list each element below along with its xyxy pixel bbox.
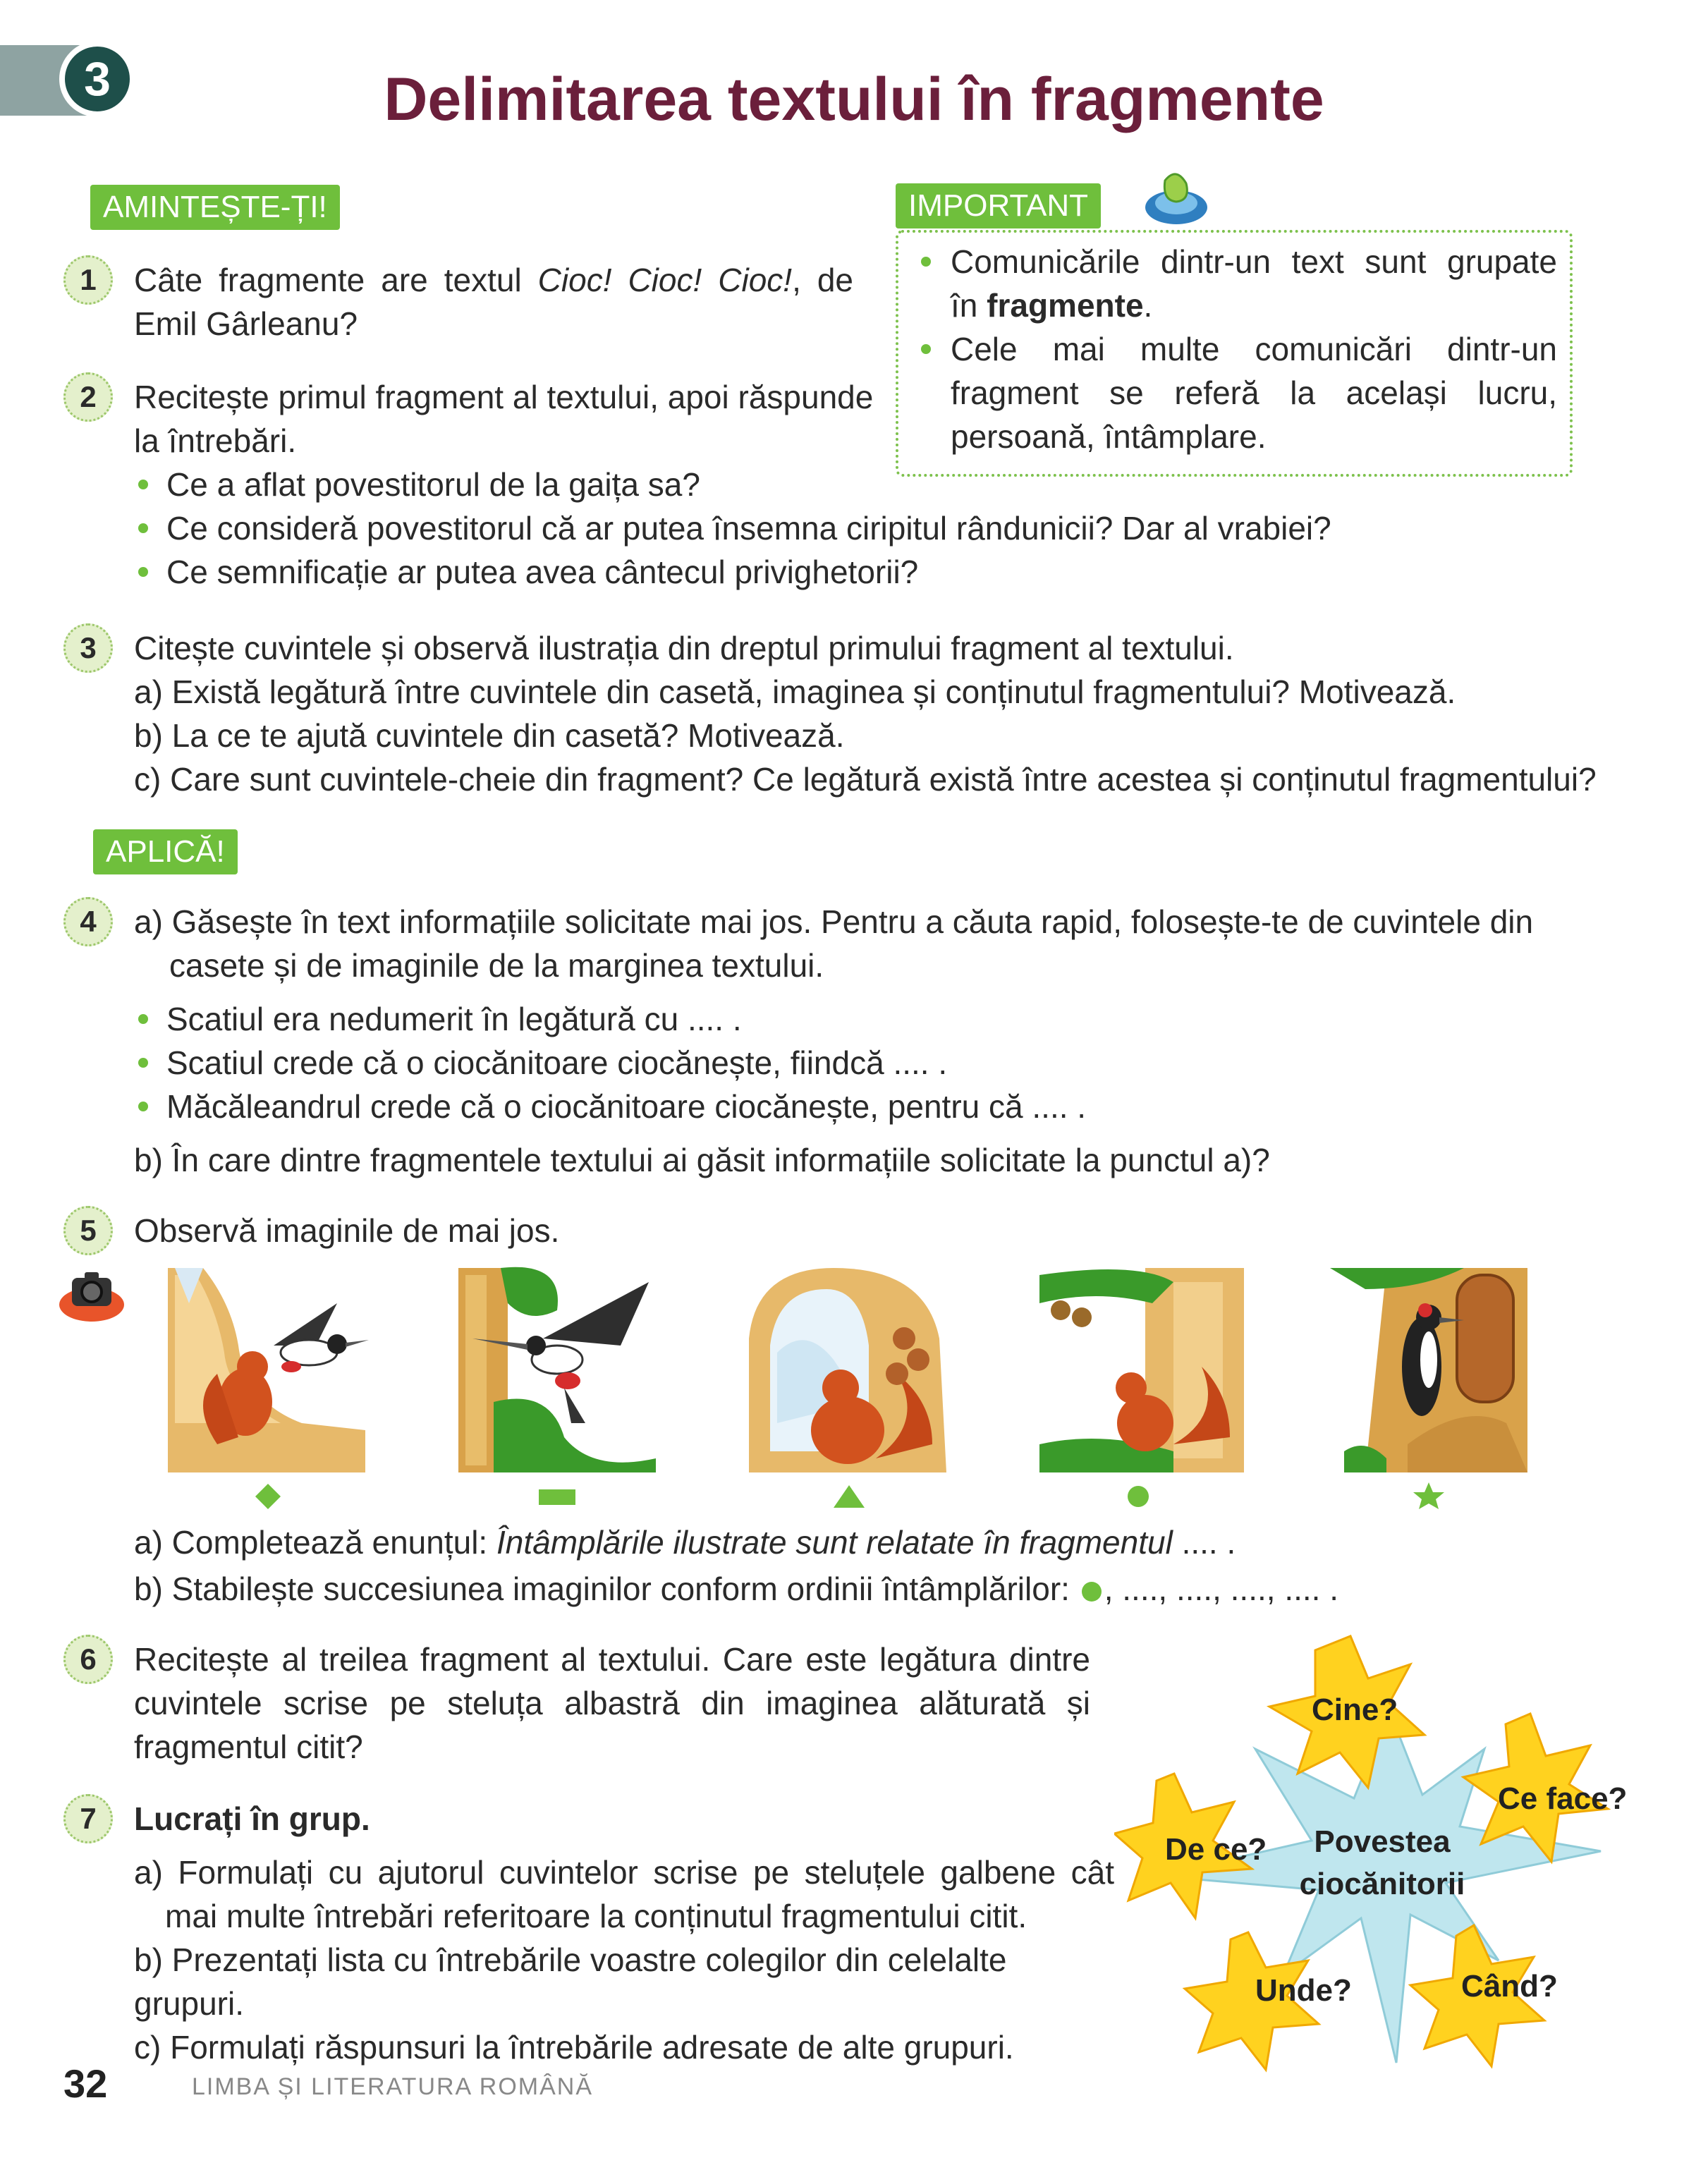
question-1-title: Cioc! Cioc! Cioc! (537, 262, 793, 298)
star-label-unde: Unde? (1255, 1973, 1352, 2008)
bullet (138, 567, 148, 577)
question-5-line-1: Observă imaginile de mai jos. (134, 1212, 560, 1249)
important-line-2-pre: în (951, 287, 987, 324)
question-number-7: 7 (63, 1794, 113, 1843)
illustration-woodpecker-door (1323, 1261, 1535, 1472)
question-5-b-pre: b) Stabilește succesiunea imaginilor conform ordinii întâmplărilor: (134, 1571, 1079, 1607)
question-1-line-2: Emil Gârleanu? (134, 305, 358, 342)
question-6-line-2: cuvintele scrise pe steluța albastră din imaginea alăturată și (134, 1685, 1090, 1721)
question-6-line-1: Recitește al treilea fragment al textului. Care este legătura dintre (134, 1641, 1090, 1678)
illustration-squirrel-woodpecker-flying (161, 1261, 372, 1472)
section-label-aplica: APLICĂ! (93, 829, 238, 874)
question-4-a (134, 900, 1650, 987)
question-number-1: 1 (63, 255, 113, 305)
question-2-line-1: Recitește primul fragment al textului, apoi răspunde (134, 379, 874, 415)
star-center-line-1: Povestea (1314, 1824, 1451, 1859)
illustration-squirrel-hollow (742, 1261, 953, 1472)
question-1-post: , de (792, 262, 853, 298)
question-1-text (134, 258, 853, 346)
question-number-6: 6 (63, 1635, 113, 1684)
question-7-c: c) Formulați răspunsuri la întrebările adresate de alte grupuri. (134, 2029, 1014, 2066)
question-4-bullet-1: Scatiul era nedumerit în legătură cu .... . (166, 1001, 742, 1037)
important-line-5: persoană, întâmplare. (951, 418, 1267, 455)
question-2-intro (134, 375, 882, 463)
question-7-a-line-1: a) Formulați cu ajutorul cuvintelor scrise pe steluțele galbene cât (134, 1854, 1114, 1891)
question-3-text (134, 626, 1615, 801)
triangle-icon (828, 1482, 870, 1511)
question-3-a: a) Există legătură între cuvintele din casetă, imaginea și conținutul fragmentului? Motivează. (134, 673, 1456, 710)
question-4-bullet-2: Scatiul crede că o ciocănitoare ciocănește, fiindcă .... . (166, 1044, 948, 1081)
question-5-b (134, 1567, 1338, 1611)
important-line-2 (951, 283, 1557, 327)
section-label-aminteste: AMINTEȘTE-ȚI! (90, 185, 340, 230)
question-4-a-line-2: casete și de imaginile de la marginea textului. (169, 947, 824, 984)
question-number-3: 3 (63, 623, 113, 673)
question-5-a-italic: Întâmplările ilustrate sunt relatate în fragmentul (496, 1524, 1173, 1561)
important-text (951, 240, 1557, 458)
illustration-squirrel-acorns (1032, 1261, 1244, 1472)
question-2-bullet-2: Ce consideră povestitorul că ar putea însemna ciripitul rândunicii? Dar al vrabiei? (166, 510, 1331, 547)
circle-icon (1117, 1482, 1159, 1511)
question-number-5: 5 (63, 1206, 113, 1255)
question-3-line-1: Citește cuvintele și observă ilustrația din dreptul primului fragment al textului. (134, 630, 1234, 666)
bullet (138, 1058, 148, 1068)
important-line-4: fragment se referă la același lucru, (951, 374, 1557, 411)
bullet (138, 1102, 148, 1111)
question-2-line-2: la întrebări. (134, 422, 297, 459)
question-2-bullet-3: Ce semnificație ar putea avea cântecul privighetorii? (166, 554, 919, 590)
question-5-a-pre: a) Completează enunțul: (134, 1524, 496, 1561)
star-label-cine: Cine? (1312, 1693, 1398, 1727)
important-line-3: Cele mai multe comunicări dintr-un (951, 331, 1557, 367)
question-3-b: b) La ce te ajută cuvintele din casetă? Motivează. (134, 717, 845, 754)
star-label-de-ce: De ce? (1165, 1832, 1267, 1867)
chapter-number: 3 (59, 41, 135, 117)
question-5-a-post: .... . (1172, 1524, 1236, 1561)
bullet (138, 480, 148, 489)
camera-icon (56, 1262, 127, 1326)
question-5-b-post: , ...., ...., ...., .... . (1104, 1571, 1339, 1607)
star-center-label (1291, 1821, 1474, 1905)
footer-subject: LIMBA ȘI LITERATURA ROMÂNĂ (192, 2073, 594, 2100)
question-7-b: b) Prezentați lista cu întrebările voastre colegilor din celelalte grupuri. (134, 1941, 1007, 2022)
rectangle-icon (536, 1485, 578, 1508)
bullet (921, 344, 931, 354)
important-line-1: Comunicările dintr-un text sunt grupate (951, 243, 1557, 280)
star-label-ce-face: Ce face? (1498, 1781, 1628, 1816)
question-4-b: b) În care dintre fragmentele textului ai găsit informațiile solicitate la punctul a)? (134, 1142, 1270, 1178)
star-icon (1408, 1480, 1450, 1511)
question-7-a-line-2: mai multe întrebări referitoare la conținutul fragmentului citit. (165, 1898, 1027, 1934)
question-number-2: 2 (63, 372, 113, 422)
section-label-important: IMPORTANT (896, 183, 1101, 228)
bullet (921, 257, 931, 267)
question-1-line-1 (134, 258, 853, 302)
question-7-heading: Lucrați în grup. (134, 1800, 370, 1837)
question-number-4: 4 (63, 897, 113, 946)
question-4-bullet-3: Măcăleandrul crede că o ciocănitoare ciocănește, pentru că .... . (166, 1088, 1087, 1125)
diamond-icon (247, 1482, 289, 1511)
question-3-c: c) Care sunt cuvintele-cheie din fragment? Ce legătură există între acestea și conținutul fragmentului? (134, 761, 1597, 798)
important-icon (1141, 166, 1212, 230)
question-1-pre: Câte fragmente are textul (134, 262, 538, 298)
question-7-text (134, 1850, 1114, 2069)
circle-icon (1082, 1582, 1102, 1602)
star-label-cand: Când? (1461, 1969, 1558, 2004)
important-keyword: fragmente (987, 287, 1144, 324)
bullet (138, 1014, 148, 1024)
important-line-2-post: . (1143, 287, 1153, 324)
question-2-bullet-1: Ce a aflat povestitorul de la gaița sa? (166, 466, 700, 503)
page-title: Delimitarea textului în fragmente (384, 66, 1324, 133)
page-number: 32 (63, 2061, 108, 2106)
question-6-text (134, 1638, 1090, 1769)
star-center-line-2: ciocănitorii (1299, 1867, 1465, 1901)
question-6-line-3: fragmentul citit? (134, 1728, 363, 1765)
question-5-a (134, 1520, 1236, 1564)
bullet (138, 523, 148, 533)
illustration-woodpecker-tree (451, 1261, 663, 1472)
question-4-a-line-1: a) Găsește în text informațiile solicitate mai jos. Pentru a căuta rapid, folosește-te de cuvintele din (134, 903, 1534, 940)
